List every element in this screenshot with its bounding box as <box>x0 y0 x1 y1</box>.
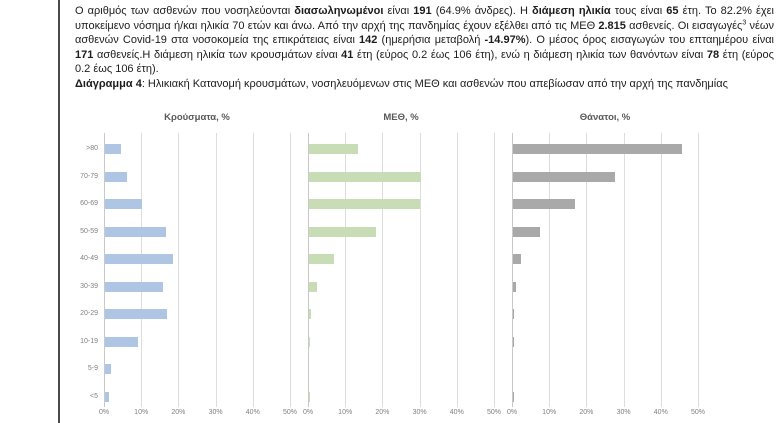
x-tick-label: 0% <box>302 409 314 416</box>
x-tick-label: 50% <box>282 409 297 416</box>
gridline <box>141 133 142 407</box>
text-run: ασθενείς.Η διάμεση ηλικία των κρουσμάτων είναι <box>93 48 342 61</box>
chart-title: ΜΕΘ, % <box>383 112 419 123</box>
text-run: (ημερήσια μεταβολή <box>377 34 485 47</box>
gridline <box>624 133 625 407</box>
text-run-bold: 65 <box>666 5 679 17</box>
bar-<5 <box>105 392 109 402</box>
bar-20-29 <box>513 309 514 319</box>
age-label: 20-29 <box>80 310 98 317</box>
bar-<5 <box>513 392 514 402</box>
x-tick-label: 30% <box>208 409 223 416</box>
bar-60-69 <box>105 199 142 209</box>
x-tick-label: 0% <box>506 409 518 416</box>
gridline <box>457 133 458 407</box>
report-paragraph <box>75 4 774 77</box>
text-run: ). Ο μέσος όρος εισαγωγών του επταημέρου είναι <box>525 34 774 47</box>
age-label: 5-9 <box>87 365 98 372</box>
bar-10-19 <box>105 337 138 347</box>
chart-plot-area <box>308 133 494 403</box>
x-tick-label: 30% <box>412 409 427 416</box>
bar-5-9 <box>105 364 111 374</box>
age-label: >80 <box>86 145 98 152</box>
chart-plot-area <box>512 133 698 403</box>
bar-50-59 <box>105 227 166 237</box>
figure-caption <box>75 77 774 92</box>
text-run: είναι <box>383 5 414 17</box>
text-run-bold: 41 <box>341 48 354 61</box>
text-run-bold: 191 <box>413 5 432 17</box>
text-run: έτη. Το 82.2% έχει υποκείμενο νόσημα ή/και ηλικία 70 ετών και άνω. Από την αρχή της πανδημίας έχουν εξέλθει από τις ΜΕΘ <box>75 5 774 32</box>
text-run: τους είναι <box>610 5 667 17</box>
bar-30-39 <box>105 282 163 292</box>
gridline <box>698 133 699 407</box>
x-tick-label: 20% <box>171 409 186 416</box>
gridline <box>661 133 662 407</box>
bar-30-39 <box>309 282 317 292</box>
age-label: 40-49 <box>80 255 98 262</box>
x-tick-label: 40% <box>245 409 260 416</box>
text-run-bold: 142 <box>359 34 378 47</box>
age-label: 30-39 <box>80 282 98 290</box>
x-tick-label: 50% <box>690 409 705 416</box>
x-tick-label: 0% <box>98 409 110 416</box>
text-run-bold: Διάγραμμα 4 <box>75 77 142 90</box>
gridline <box>253 133 254 407</box>
bar-50-59 <box>309 227 376 237</box>
x-tick-label: 10% <box>542 409 557 416</box>
bar-40-49 <box>309 254 334 264</box>
bar->80 <box>309 144 358 154</box>
x-tick-label: 10% <box>134 409 149 416</box>
age-axis-labels <box>61 133 101 403</box>
bar-10-19 <box>513 337 514 347</box>
bar-70-79 <box>309 172 421 182</box>
bar-40-49 <box>105 254 173 264</box>
text-run: έτη (εύρος 0.2 έως 106 έτη), ενώ η διάμεση ηλικία των θανόντων είναι <box>353 48 707 61</box>
x-tick-label: 50% <box>486 409 501 416</box>
bar-40-49 <box>513 254 521 264</box>
text-run-bold: διάμεση ηλικία <box>532 5 611 17</box>
chart-title: Κρούσματα, % <box>164 112 230 123</box>
bar-60-69 <box>513 199 575 209</box>
bar-20-29 <box>309 309 311 319</box>
bar-50-59 <box>513 227 540 237</box>
text-run-bold: 2.815 <box>598 19 626 32</box>
gridline <box>494 133 495 407</box>
bar-60-69 <box>309 199 420 209</box>
text-run: (64.9% άνδρες). Η <box>431 5 533 17</box>
age-label: 60-69 <box>80 200 98 207</box>
bar-10-19 <box>309 337 310 347</box>
bar-<5 <box>309 392 310 402</box>
text-run: Ο αριθμός των ασθενών που νοσηλεύονται <box>75 5 295 17</box>
x-tick-label: 40% <box>449 409 464 416</box>
x-tick-label: 20% <box>375 409 390 416</box>
x-tick-label: 20% <box>579 409 594 416</box>
charts-region <box>0 110 780 423</box>
text-run: νέων ασθενών Covid-19 στα νοσοκομεία της επικράτειας είναι <box>75 19 774 47</box>
text-run: : Ηλικιακή Κατανομή κρουσμάτων, νοσηλευόμενων στις ΜΕΘ και ασθενών που απεβίωσαν από την αρχή της πανδημίας <box>141 77 728 90</box>
age-label: 50-59 <box>80 227 98 235</box>
age-label: 10-19 <box>80 337 98 345</box>
report-text-block <box>75 4 774 92</box>
text-run: ασθενείς. Οι εισαγωγές <box>625 19 743 32</box>
text-run-bold: 171 <box>75 48 94 61</box>
text-run-bold: -14.97% <box>484 34 526 47</box>
bar-70-79 <box>105 172 127 182</box>
x-tick-label: 10% <box>338 409 353 416</box>
bar-70-79 <box>513 172 615 182</box>
bar->80 <box>513 144 682 154</box>
text-run-bold: 78 <box>706 48 720 61</box>
x-tick-label: 30% <box>616 409 631 416</box>
chart-title: Θάνατοι, % <box>579 112 631 123</box>
gridline <box>290 133 291 407</box>
gridline <box>216 133 217 407</box>
age-label: 70-79 <box>80 172 98 180</box>
bar-30-39 <box>513 282 516 292</box>
gridline <box>178 133 179 407</box>
text-run: έτη (εύρος 0.2 έως 106 έτη). <box>75 48 774 76</box>
text-run-bold: διασωληνωμένοι <box>294 5 384 17</box>
age-label: <5 <box>90 392 98 400</box>
x-tick-label: 40% <box>653 409 668 416</box>
chart-plot-area <box>104 133 290 403</box>
bar->80 <box>105 144 121 154</box>
footnote-marker: 3 <box>742 18 747 26</box>
bar-20-29 <box>105 309 167 319</box>
